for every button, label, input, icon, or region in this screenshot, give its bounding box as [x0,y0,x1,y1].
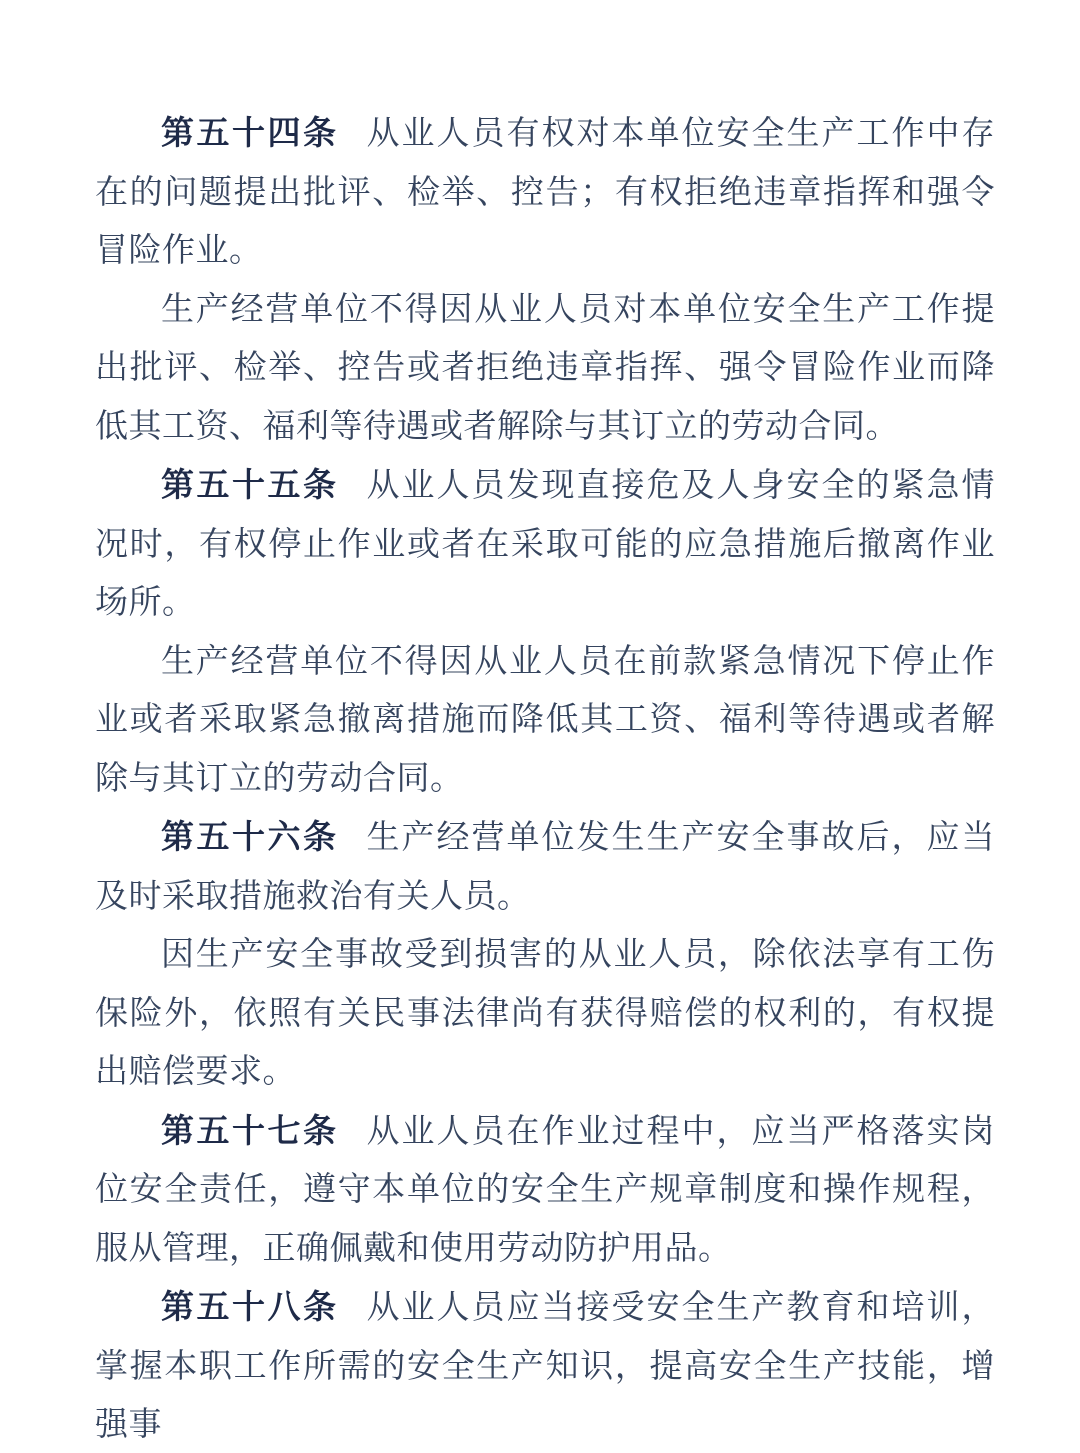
paragraph-article-58 [95,1278,995,1453]
paragraph-article-55-clause-2 [95,633,995,809]
paragraph-text: 从业人员有权对本单位安全生产工作中存在的问题提出批评、检举、控告；有权拒绝违章指挥和强令冒险作业。 [95,116,996,269]
paragraph-text: 生产经营单位不得因从业人员对本单位安全生产工作提出批评、检举、控告或者拒绝违章指挥、强令冒险作业而降低其工资、福利等待遇或者解除与其订立的劳动合同。 [95,291,995,445]
article-57-heading: 第五十七条 [161,1111,339,1149]
paragraph-article-56 [95,808,995,926]
paragraph-article-57 [95,1102,995,1279]
paragraph-text: 生产经营单位发生生产安全事故后，应当及时采取措施救治有关人员。 [95,820,996,915]
article-55-heading: 第五十五条 [161,466,339,503]
article-54-heading: 第五十四条 [161,114,339,151]
paragraph-article-55 [95,456,995,633]
paragraph-text: 从业人员发现直接危及人身安全的紧急情况时，有权停止作业或者在采取可能的应急措施后撤离作业场所。 [95,468,996,621]
paragraph-article-54 [95,104,995,281]
paragraph-article-56-clause-2 [95,926,995,1102]
paragraph-text: 因生产安全事故受到损害的从业人员，除依法享有工伤保险外，依照有关民事法律尚有获得赔偿的权利的，有权提出赔偿要求。 [95,937,995,1090]
paragraph-article-54-clause-2 [95,281,995,457]
paragraph-text: 从业人员在作业过程中，应当严格落实岗位安全责任，遵守本单位的安全生产规章制度和操作规程，服从管理，正确佩戴和使用劳动防护用品。 [95,1113,996,1267]
article-58-heading: 第五十八条 [161,1288,339,1325]
article-56-heading: 第五十六条 [161,818,339,855]
paragraph-text: 从业人员应当接受安全生产教育和培训，掌握本职工作所需的安全生产知识，提高安全生产技能，增强事 [95,1290,996,1443]
paragraph-text: 生产经营单位不得因从业人员在前款紧急情况下停止作业或者采取紧急撤离措施而降低其工资、福利等待遇或者解除与其订立的劳动合同。 [95,643,995,797]
